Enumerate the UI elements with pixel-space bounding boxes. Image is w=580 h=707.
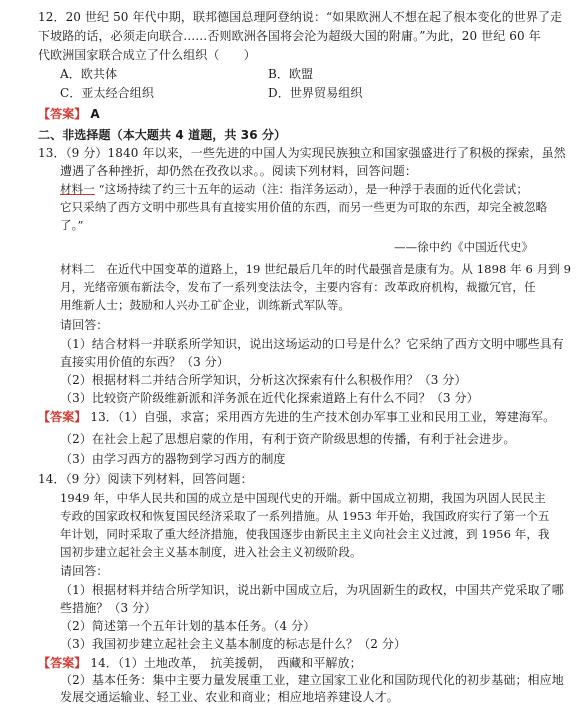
q13-material2-line1: 材料二 在近代中国变革的道路上，19 世纪最后几年的时代最强音是康有为。从 1898 年 6 月到 9 xyxy=(60,262,572,276)
q13-material2-line2: 月，光绪帝颁布新法令，发布了一系列变法法令，主要内容有：改革政府机构，裁撤冗官，任 xyxy=(60,280,536,294)
q13-sub3: （3）比较资产阶级维新派和洋务派在近代化探索道路上有什么不同？（3 分） xyxy=(60,391,479,405)
section-title: 二、非选择题（本大题共 4 道题，共 36 分） xyxy=(38,128,287,142)
q14-sub1-line1: （1）根据材料并结合所学知识，说出新中国成立后，为巩固新生的政权，中国共产党采取了哪 xyxy=(60,583,564,597)
q13-stem-line2: 遭遇了各种挫折，却仍然在孜孜以求。。阅读下列材料，回答问题： xyxy=(60,164,418,178)
q14-answer2-line2: 发展交通运输业、轻工业、农业和商业；相应地培养建设人才。 xyxy=(60,690,399,704)
q13-stem-line1: 13．（9 分）1840 年以来，一些先进的中国人为实现民族独立和国家强盛进行了积极的探索，虽然 xyxy=(38,146,566,160)
q12-option-b: B．欧盟 xyxy=(268,67,314,81)
q12-stem-line1: 12．20 世纪 50 年代中期，联邦德国总理阿登纳说：“如果欧洲人不想在起了根本变化的世界了走 xyxy=(38,10,563,24)
q14-material-line3: 年计划，同时采取了重大经济措施，使我国逐步由新民主主义向社会主义过渡，到 1956 年，我 xyxy=(60,527,550,541)
q12-answer: A xyxy=(90,107,100,121)
q12-option-c: C．亚太经合组织 xyxy=(60,86,154,100)
q14-material-line1: 1949 年，中华人民共和国的成立是中国现代史的开端。新中国成立初期，我国为巩固人民民主 xyxy=(60,491,546,505)
q13-material1-line2: 它只采纳了西方文明中那些具有直接实用价值的东西，而另一些更为可取的东西，却完全被忽略 xyxy=(60,200,548,214)
q14-sub3: （3）我国初步建立起社会主义基本制度的标志是什么？（2 分） xyxy=(60,637,407,651)
q12-answer-row xyxy=(38,107,100,122)
q14-ask: 请回答： xyxy=(60,564,109,578)
q13-sub1-line1: （1）结合材料一并联系所学知识，说出这场运动的口号是什么？它采纳了西方文明中哪些具有 xyxy=(60,337,564,351)
q14-answer-row1 xyxy=(38,656,362,671)
q13-material1-line3: 了。” xyxy=(60,218,84,232)
q13-answer3: （3）由学习西方的器物到学习西方的制度 xyxy=(60,452,286,466)
q14-stem: 14．（9 分）阅读下列材料，回答问题： xyxy=(38,472,253,486)
q13-sub1-line2: 直接实用价值的东西？（3 分） xyxy=(60,355,229,369)
q14-material-line2: 专政的国家政权和恢复国民经济采取了一系列措施。从 1953 年开始，我国政府实行了第一个五 xyxy=(60,509,550,523)
q13-ask: 请回答： xyxy=(60,318,109,332)
q13-answer2: （2）在社会上起了思想启蒙的作用，有利于资产阶级思想的传播，有利于社会进步。 xyxy=(60,432,516,446)
q13-material1-source: ——徐中约《中国近代史》 xyxy=(394,240,534,254)
q14-material-line4: 国初步建立起社会主义基本制度，进入社会主义初级阶段。 xyxy=(60,545,362,559)
q14-answer1: 14．（1）土地改革， 抗美援朝， 西藏和平解放； xyxy=(90,656,362,670)
q12-stem-line3: 代欧洲国家联合成立了什么组织（ ） xyxy=(38,48,256,62)
q14-sub2: （2）简述第一个五年计划的基本任务。（4 分） xyxy=(60,619,316,633)
q13-material1-label: 材料一 xyxy=(60,182,95,196)
answer-tag: 【答案】 xyxy=(38,107,87,121)
q13-answer1: 13．（1）自强，求富；采用西方先进的生产技术创办军事工业和民用工业，筹建海军。 xyxy=(90,410,556,424)
q12-option-a: A．欧共体 xyxy=(60,67,118,81)
q12-option-d: D．世界贸易组织 xyxy=(268,86,363,100)
q13-answer-row1 xyxy=(38,410,555,425)
q13-material1-text1: “这场持续了约三十五年的运动（注：指洋务运动），是一种浮于表面的近代化尝试； xyxy=(98,182,529,196)
q14-answer2-line1: （2）基本任务：集中主要力量发展重工业，建立国家工业化和国防现代化的初步基础；相应地 xyxy=(60,673,564,687)
q13-material1-line1 xyxy=(60,182,528,197)
answer-tag: 【答案】 xyxy=(38,410,87,424)
q13-material2-line3: 用维新人士；鼓励和人兴办工矿企业，训练新式军队等。 xyxy=(60,298,350,312)
answer-tag: 【答案】 xyxy=(38,656,87,670)
q14-sub1-line2: 些措施？（3 分） xyxy=(60,601,157,615)
q12-stem-line2: 下坡路的话，必须走向联合……否则欧洲各国将会沦为超级大国的附庸。”为此，20 世纪 60 年 xyxy=(38,29,541,43)
q13-sub2: （2）根据材料二并结合所学知识，分析这次探索有什么积极作用？（3 分） xyxy=(60,373,467,387)
